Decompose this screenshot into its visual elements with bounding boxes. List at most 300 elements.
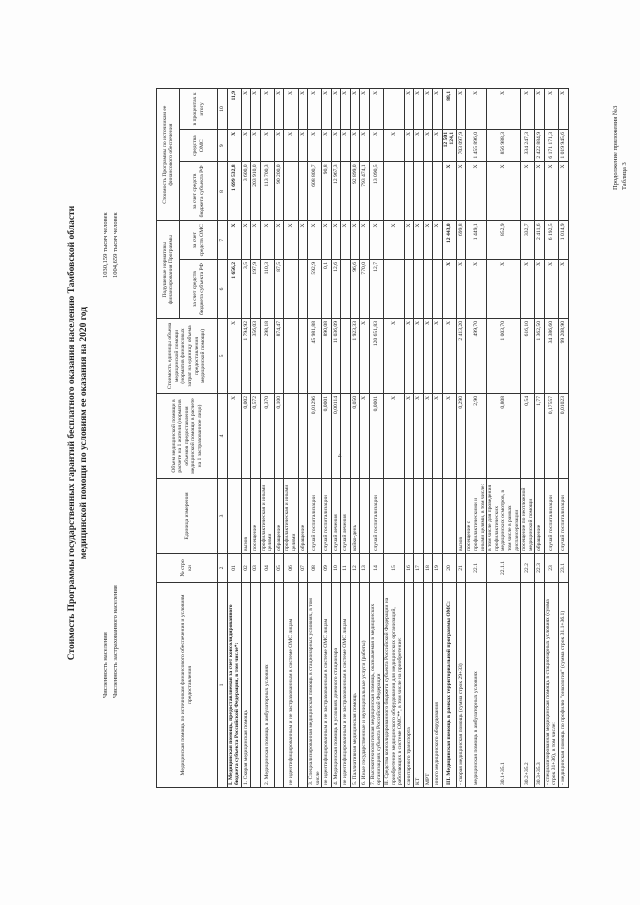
cell-name: КТ xyxy=(414,583,424,788)
cell-unit xyxy=(383,479,404,554)
cell-pb: Х xyxy=(544,259,558,318)
col-num: 1 xyxy=(218,583,228,788)
cell-pb: 1 656,2 xyxy=(227,259,241,318)
cell-so: Х xyxy=(284,130,298,162)
cell-vol: Х xyxy=(442,394,456,479)
cell-name: 1. Скорая медицинская помощь xyxy=(241,583,251,788)
cell-so: Х xyxy=(322,130,332,162)
table-row xyxy=(535,89,545,788)
cell-cost: Х xyxy=(383,319,404,394)
cell-po: Х xyxy=(274,221,284,260)
insured-population-value: 1004,659 тысяч человек xyxy=(112,212,119,278)
table-row xyxy=(350,89,360,788)
cell-cost: Х xyxy=(404,319,414,394)
cell-line: 19 xyxy=(433,554,443,583)
cost-table xyxy=(156,88,569,788)
cell-so: Х xyxy=(298,130,308,162)
population-value: 1030,159 тысяч человек xyxy=(102,212,109,278)
table-row xyxy=(308,89,322,788)
cell-cost xyxy=(341,319,351,394)
cell-so: 703 097,9 xyxy=(456,130,466,162)
cell-so: Х xyxy=(423,130,433,162)
col-num: 3 xyxy=(218,479,228,554)
appendix-label: Продолжение приложения №3 xyxy=(612,105,619,190)
cell-pb: 197,9 xyxy=(251,259,261,318)
cell-unit: профилактическая и иными целями xyxy=(284,479,298,554)
cell-pb: Х xyxy=(456,259,466,318)
cell-line: 10 xyxy=(331,554,341,583)
cell-sb xyxy=(433,162,443,221)
cell-sb xyxy=(423,162,433,221)
cell-pb: Х xyxy=(466,259,487,318)
cell-pb: Х xyxy=(487,259,521,318)
cell-unit: случай лечения xyxy=(341,479,351,554)
cell-pb xyxy=(414,259,424,318)
cell-vol: 0,54 xyxy=(521,394,535,479)
cell-line: 01 xyxy=(227,554,241,583)
col-num: 5 xyxy=(218,319,228,394)
cell-vol: Х xyxy=(227,394,241,479)
cell-cost: Х xyxy=(227,319,241,394)
cell-pct: Х xyxy=(274,89,284,130)
cell-pb: Х xyxy=(559,259,569,318)
cell-so: Х xyxy=(350,130,360,162)
cell-line: 14 xyxy=(369,554,383,583)
cell-po: Х xyxy=(423,221,433,260)
cell-unit: случай госпитализации xyxy=(308,479,322,554)
cell-sb: 203 910,0 xyxy=(251,162,261,221)
cell-name: I. Медицинская помощь, предоставляемая за счет консолидированного бюджета субъекта Российской Федерации, в том числе*: xyxy=(227,583,241,788)
col-num: 9 xyxy=(218,130,228,162)
cell-name: 30.1+35.1 xyxy=(487,583,521,788)
cell-vol: 0,0001 xyxy=(369,394,383,479)
cell-so: Х xyxy=(227,130,241,162)
table-row xyxy=(456,89,466,788)
cell-sb: Х xyxy=(544,162,558,221)
cell-so: 1 455 896,0 xyxy=(466,130,487,162)
population-label: Численность населения xyxy=(102,632,109,698)
cell-pct: Х xyxy=(341,89,351,130)
cell-vol: Х xyxy=(360,394,370,479)
cell-unit: обращение xyxy=(274,479,284,554)
cell-po: 2 411,6 xyxy=(535,221,545,260)
cell-line: 11 xyxy=(341,554,351,583)
cell-po: 6 192,5 xyxy=(544,221,558,260)
cell-unit: случай госпитализации xyxy=(322,479,332,554)
cell-so: 1 019 945,6 xyxy=(559,130,569,162)
cell-sb: 90,8 xyxy=(322,162,332,221)
cell-vol: 0,100 xyxy=(274,394,284,479)
table-body xyxy=(227,89,568,788)
cell-cost: 1 923,33 xyxy=(350,319,360,394)
table-row xyxy=(369,89,383,788)
table-row xyxy=(341,89,351,788)
cell-name: - скорая медицинская помощь (сумма строк 29+33) xyxy=(456,583,466,788)
cell-line: 05 xyxy=(274,554,284,583)
cell-pb xyxy=(383,259,404,318)
table-row xyxy=(433,89,443,788)
cell-sb: Х xyxy=(456,162,466,221)
cell-cost: 45 981,88 xyxy=(308,319,322,394)
cell-name: 30.2+35.2 xyxy=(521,583,535,788)
cell-name: не идентифицированным и не застрахованным в системе ОМС лицам xyxy=(322,583,332,788)
cell-line: 15 xyxy=(383,554,404,583)
cell-name: III. Медицинская помощь в рамках территориальной программы ОМС: xyxy=(442,583,456,788)
cell-so: Х xyxy=(360,130,370,162)
col-header-line: № стро ки xyxy=(157,554,218,583)
table-row xyxy=(251,89,261,788)
cell-name: медицинская помощь в амбулаторных условиях xyxy=(466,583,487,788)
cell-name: II. Средства консолидированного бюджета субъекта Российской Федерации на приобретение медицинского оборудования для медицинских организаций, работающих в системе ОМС**, в том числе на приобретение: xyxy=(383,583,404,788)
cell-pct: Х xyxy=(260,89,274,130)
cell-unit: случай лечения xyxy=(331,479,341,554)
cell-po: 852,9 xyxy=(487,221,521,260)
cell-vol: 0,002 xyxy=(241,394,251,479)
cell-name: 4. Медицинская помощь в условиях дневного стационара xyxy=(331,583,341,788)
cell-sb: Х xyxy=(559,162,569,221)
cell-cost: 1 794,92 xyxy=(241,319,251,394)
cell-cost xyxy=(284,319,298,394)
table-row xyxy=(521,89,535,788)
cell-line: 22.1 xyxy=(466,554,487,583)
cell-pct: Х xyxy=(322,89,332,130)
cell-pb: 12,6 xyxy=(331,259,341,318)
cell-sb: 113 700,3 xyxy=(260,162,274,221)
cell-so: Х xyxy=(274,130,284,162)
cell-so: 12 501 124,1 xyxy=(442,130,456,162)
cell-sb: Х xyxy=(442,162,456,221)
cell-cost: 99 208,90 xyxy=(559,319,569,394)
cell-pb: 3,5 xyxy=(241,259,251,318)
cell-pct: Х xyxy=(251,89,261,130)
col-header-name: Медицинская помощь по источникам финансового обеспечения и условиям предоставления xyxy=(157,583,218,788)
cell-pb: 12,7 xyxy=(369,259,383,318)
cell-so: 334 247,3 xyxy=(521,130,535,162)
col-header-program-cost: Стоимость Программы по источникам ее финансового обеспечения xyxy=(157,89,180,221)
cell-pct: Х xyxy=(308,89,322,130)
cell-sb: Х xyxy=(535,162,545,221)
cell-vol: Х xyxy=(383,394,404,479)
cell-line: 23.1 xyxy=(559,554,569,583)
cell-pct: Х xyxy=(559,89,569,130)
cell-po: 699,8 xyxy=(456,221,466,260)
cell-po: Х xyxy=(251,221,261,260)
cell-line: 22.2 xyxy=(521,554,535,583)
col-num: 6 xyxy=(218,259,228,318)
cell-vol: Х xyxy=(404,394,414,479)
cell-cost: Х xyxy=(442,319,456,394)
cell-name: - медицинская помощь по профилю "онкология" (сумма строк 31.1+36.1) xyxy=(559,583,569,788)
cell-unit xyxy=(360,479,370,554)
cell-po: Х xyxy=(369,221,383,260)
cell-po: Х xyxy=(433,221,443,260)
cell-so: Х xyxy=(341,130,351,162)
cell-pb: 87,5 xyxy=(274,259,284,318)
cell-po: Х xyxy=(383,221,404,260)
cell-pct: Х xyxy=(456,89,466,130)
cell-pct: Х xyxy=(466,89,487,130)
cell-vol: 0,01296 xyxy=(308,394,322,479)
table-header-row xyxy=(157,89,180,788)
col-num: 7 xyxy=(218,221,228,260)
cell-so: Х xyxy=(404,130,414,162)
cell-unit: в том числе для проведения профилактических медицинских осмотров, в том числе в рамках диспансеризации xyxy=(487,479,521,554)
cell-pct: Х xyxy=(241,89,251,130)
col-header-unit: Единица измерения xyxy=(157,479,218,554)
cell-vol: 1,77 xyxy=(535,394,545,479)
cell-pct: Х xyxy=(298,89,308,130)
cell-unit xyxy=(414,479,424,554)
cell-po: 1 449,1 xyxy=(466,221,487,260)
cell-cost: 1 362,50 xyxy=(535,319,545,394)
col-header-pc-budget: за счет средств бюджета субъекта РФ xyxy=(180,259,218,318)
cell-so: 6 171 171,3 xyxy=(544,130,558,162)
col-header-sum-budget: за счет средств бюджета субъекта РФ xyxy=(180,162,218,221)
cell-cost: 34 386,60 xyxy=(544,319,558,394)
cell-name xyxy=(251,583,261,788)
cell-unit: вызов xyxy=(241,479,251,554)
cell-po: Х xyxy=(298,221,308,260)
cell-so: Х xyxy=(308,130,322,162)
cell-so: Х xyxy=(241,130,251,162)
cell-pb xyxy=(404,259,414,318)
cell-unit: койко-день xyxy=(350,479,360,554)
cell-cost: 499,70 xyxy=(466,319,487,394)
table-row xyxy=(260,89,274,788)
cell-po: Х xyxy=(241,221,251,260)
cell-po: Х xyxy=(350,221,360,260)
cell-name: не идентифицированным и не застрахованным в системе ОМС лицам xyxy=(341,583,351,788)
cell-pb xyxy=(433,259,443,318)
cell-po: Х xyxy=(260,221,274,260)
cell-so: Х xyxy=(414,130,424,162)
cell-line: 22.3 xyxy=(535,554,545,583)
cell-sb: 92 899,0 xyxy=(350,162,360,221)
cell-vol: 0,370 xyxy=(260,394,274,479)
table-row xyxy=(414,89,424,788)
cell-cost: 2 413,20 xyxy=(456,319,466,394)
cell-line: 17 xyxy=(414,554,424,583)
cell-pct: Х xyxy=(369,89,383,130)
table-row xyxy=(544,89,558,788)
cell-so: 2 422 884,9 xyxy=(535,130,545,162)
table-row xyxy=(404,89,414,788)
col-header-cost: Стоимость единицы объема медицинской помощи (норматив финансовых затрат на единицу объема предоставления медицинской помощи) xyxy=(157,319,218,394)
cell-vol: 0,17557 xyxy=(544,394,558,479)
table-row xyxy=(442,89,456,788)
table-row xyxy=(274,89,284,788)
table-row xyxy=(423,89,433,788)
cell-cost: 874,47 xyxy=(274,319,284,394)
cell-pct: Х xyxy=(360,89,370,130)
cell-pct: 11,9 xyxy=(227,89,241,130)
cell-unit: обращение xyxy=(298,479,308,554)
cell-cost: 120 651,83 xyxy=(369,319,383,394)
cell-po: 12 443,0 xyxy=(442,221,456,260)
cell-name: 7. Высокотехнологичная медицинская помощь, оказываемая в медицинских организациях субъекта Российской Федерации xyxy=(369,583,383,788)
cell-line: 02 xyxy=(241,554,251,583)
cell-line: 13 xyxy=(360,554,370,583)
cell-name: 3. Специализированная медицинская помощь в стационарных условиях, в том числе xyxy=(308,583,322,788)
cell-vol: 0,050 xyxy=(350,394,360,479)
cell-vol: 0,01023 xyxy=(559,394,569,479)
cell-line: 09 xyxy=(322,554,332,583)
table-row xyxy=(487,89,521,788)
cell-name: - специализированная медицинская помощь в стационарных условиях (сумма строк 31+36), в том числе: xyxy=(544,583,558,788)
cell-sb: 1 699 532,8 xyxy=(227,162,241,221)
cell-pct: Х xyxy=(284,89,298,130)
cell-po: Х xyxy=(284,221,298,260)
cell-vol xyxy=(284,394,298,479)
cell-pct: Х xyxy=(544,89,558,130)
cell-sb xyxy=(284,162,298,221)
cell-vol: 0,290 xyxy=(456,394,466,479)
col-header-sum-oms: средства ОМС xyxy=(180,130,218,162)
cell-pb: Х xyxy=(535,259,545,318)
cell-cost: Х xyxy=(433,319,443,394)
table-row xyxy=(284,89,298,788)
cell-po: Х xyxy=(331,221,341,260)
cell-vol: Х xyxy=(414,394,424,479)
rotated-table-area xyxy=(60,48,620,818)
insured-population-label: Численность застрахованного населения xyxy=(112,585,119,698)
cell-sb xyxy=(383,162,404,221)
cell-sb xyxy=(404,162,414,221)
cell-line: 16 xyxy=(404,554,414,583)
cell-sb: Х xyxy=(466,162,487,221)
cell-po: Х xyxy=(227,221,241,260)
cell-sb: 608 800,7 xyxy=(308,162,322,221)
cell-vol xyxy=(298,394,308,479)
title-line-2: медицинской помощи по условиям ее оказания на 2020 год xyxy=(79,306,89,560)
table-row xyxy=(559,89,569,788)
page-title xyxy=(66,48,90,818)
cell-name: 2. Медицинская помощь в амбулаторных условиях xyxy=(260,583,274,788)
cell-pb: 770,0 xyxy=(360,259,370,318)
cell-so: Х xyxy=(383,130,404,162)
cell-po: Х xyxy=(414,221,424,260)
cell-name: иного медицинского оборудования xyxy=(433,583,443,788)
cell-pb: 110,3 xyxy=(260,259,274,318)
table-row xyxy=(322,89,332,788)
cell-pb: 592,9 xyxy=(308,259,322,318)
cell-sb xyxy=(341,162,351,221)
cell-po: 1 014,9 xyxy=(559,221,569,260)
cell-sb xyxy=(298,162,308,221)
cell-po: 332,7 xyxy=(521,221,535,260)
cell-po: Х xyxy=(341,221,351,260)
cell-pb xyxy=(284,259,298,318)
cell-so: Х xyxy=(369,130,383,162)
cell-pb: 96,6 xyxy=(350,259,360,318)
cell-vol xyxy=(341,394,351,479)
cell-cost: Х xyxy=(414,319,424,394)
cell-sb xyxy=(414,162,424,221)
col-header-volume: Объем медицинской помощи в расчете на 1 жителя (норматив объемов предоставления медицинской помощи в расчете на 1 застрахованное лицо) xyxy=(157,394,218,479)
cell-pb xyxy=(298,259,308,318)
cell-cost: 890,08 xyxy=(322,319,332,394)
page-number: 4 xyxy=(338,452,342,460)
cell-pct: Х xyxy=(350,89,360,130)
cell-pct: Х xyxy=(535,89,545,130)
cell-pct: Х xyxy=(423,89,433,130)
cell-sb: 12 967,3 xyxy=(331,162,341,221)
table-row xyxy=(383,89,404,788)
table-row xyxy=(360,89,370,788)
cell-cost: 616,10 xyxy=(521,319,535,394)
cell-vol: 2,90 xyxy=(466,394,487,479)
cell-line: 20 xyxy=(442,554,456,583)
cell-unit: посещение xyxy=(251,479,261,554)
cell-so: Х xyxy=(260,130,274,162)
cell-sb: 90 200,0 xyxy=(274,162,284,221)
cell-unit: вызов xyxy=(456,479,466,554)
cell-cost: Х xyxy=(423,319,433,394)
cell-line: 23 xyxy=(544,554,558,583)
cell-sb: Х xyxy=(521,162,535,221)
cell-cost: 11 036,09 xyxy=(331,319,341,394)
column-numbers-row xyxy=(218,89,228,788)
cell-cost: 356,03 xyxy=(251,319,261,394)
table-row xyxy=(227,89,241,788)
cell-line: 21 xyxy=(456,554,466,583)
cell-line: 12 xyxy=(350,554,360,583)
cell-name xyxy=(298,583,308,788)
cell-vol: 0,808 xyxy=(487,394,521,479)
cell-pb: Х xyxy=(521,259,535,318)
cell-pct: Х xyxy=(331,89,341,130)
cell-unit xyxy=(442,479,456,554)
col-num: 4 xyxy=(218,394,228,479)
cell-line: 06 xyxy=(284,554,298,583)
cell-po: Х xyxy=(360,221,370,260)
cell-unit: посещение по неотложной медицинской помощи xyxy=(521,479,535,554)
title-line-1: Стоимость Программы государственных гарантий бесплатного оказания населению Тамбовской области xyxy=(67,205,77,661)
cell-name: 5. Паллиативная медицинская помощь xyxy=(350,583,360,788)
cell-cost: 1 003,70 xyxy=(487,319,521,394)
cell-vol: 0,00114 xyxy=(331,394,341,479)
col-num: 2 xyxy=(218,554,228,583)
cell-pct: Х xyxy=(433,89,443,130)
cell-vol: 0,0001 xyxy=(322,394,332,479)
cell-line: 22.1.1 xyxy=(487,554,521,583)
cell-so: Х xyxy=(433,130,443,162)
cell-pct: Х xyxy=(404,89,414,130)
cell-name: 30.3+35.3 xyxy=(535,583,545,788)
cell-vol: Х xyxy=(423,394,433,479)
cell-line: 07 xyxy=(298,554,308,583)
cell-vol: Х xyxy=(433,394,443,479)
cell-sb: 13 090,5 xyxy=(369,162,383,221)
cell-sb: Х xyxy=(487,162,521,221)
cell-unit: обращение xyxy=(535,479,545,554)
cell-vol: 0,572 xyxy=(251,394,261,479)
cell-sb: 3 600,0 xyxy=(241,162,251,221)
cell-po: Х xyxy=(322,221,332,260)
cell-unit: случай госпитализации xyxy=(369,479,383,554)
cell-unit: профилактическая и иными целями xyxy=(260,479,274,554)
cell-pct: Х xyxy=(414,89,424,130)
cell-cost: 298,18 xyxy=(260,319,274,394)
cell-pct xyxy=(383,89,404,130)
cell-cost xyxy=(298,319,308,394)
cell-pb xyxy=(341,259,351,318)
cell-so: Х xyxy=(251,130,261,162)
cell-pb xyxy=(423,259,433,318)
table-row xyxy=(298,89,308,788)
cell-sb: 793 474,1 xyxy=(360,162,370,221)
cell-po: Х xyxy=(308,221,322,260)
